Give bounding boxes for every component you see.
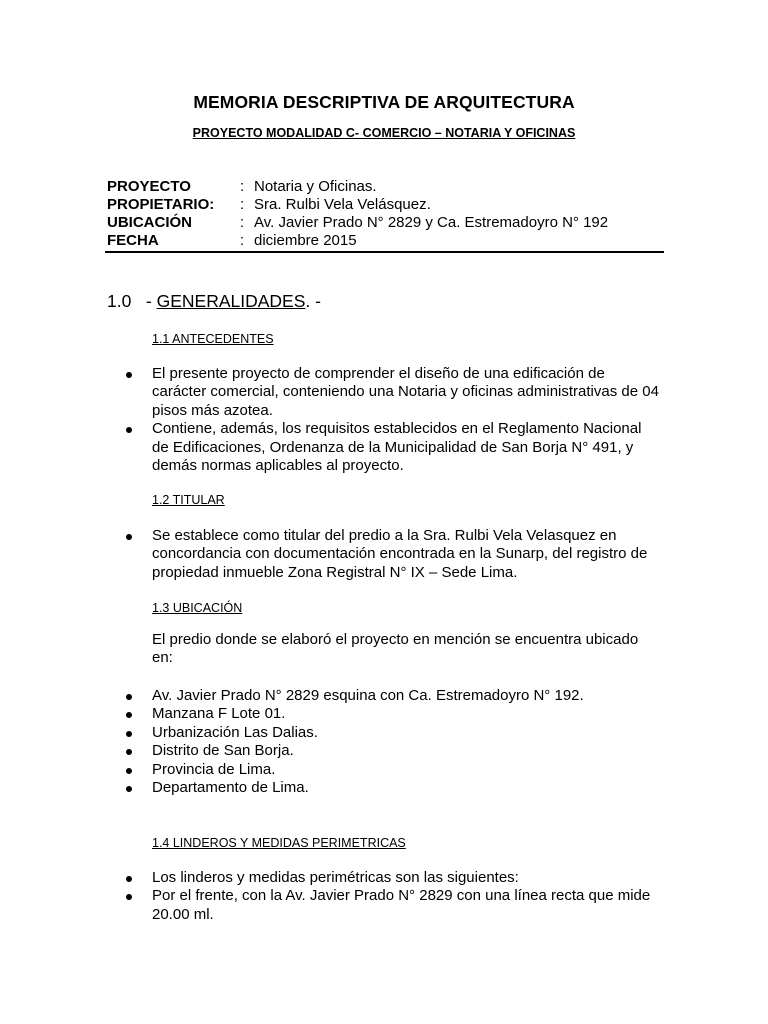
list-item	[126, 869, 666, 887]
meta-row-proyecto	[107, 178, 667, 196]
document-title: MEMORIA DESCRIPTIVA DE ARQUITECTURA	[193, 92, 575, 112]
line: Departamento de Lima.	[152, 779, 309, 797]
bullet-icon	[126, 749, 132, 755]
list-item	[126, 705, 666, 723]
meta-value: Av. Javier Prado N° 2829 y Ca. Estremadoyro N° 192	[254, 214, 609, 231]
bullet-icon	[126, 768, 132, 774]
meta-row-fecha	[107, 232, 667, 250]
bullet-icon	[126, 694, 132, 700]
meta-value: Notaria y Oficinas.	[254, 178, 377, 195]
subheading-linderos: 1.4 LINDEROS Y MEDIDAS PERIMETRICAS	[152, 836, 406, 850]
bullet-icon	[126, 372, 132, 378]
meta-key: PROYECTO	[107, 178, 191, 195]
list-item	[126, 365, 666, 420]
list-item	[126, 779, 666, 797]
line: Contiene, además, los requisitos establecidos en el Reglamento Nacional	[152, 420, 642, 438]
line: Urbanización Las Dalias.	[152, 723, 318, 741]
line: 20.00 ml.	[152, 905, 214, 923]
meta-key: PROPIETARIO:	[107, 196, 215, 213]
bullet-list-titular	[126, 527, 666, 582]
section-title: GENERALIDADES	[156, 291, 306, 311]
list-item	[126, 887, 666, 924]
section-number: 1.0 -	[107, 291, 157, 311]
bullet-icon	[126, 786, 132, 792]
horizontal-divider	[105, 251, 664, 253]
list-item	[126, 761, 666, 779]
ubicacion-intro-paragraph	[152, 631, 672, 668]
subheading-ubicacion: 1.3 UBICACIÓN	[152, 601, 243, 615]
line: demás normas aplicables al proyecto.	[152, 457, 404, 475]
meta-key: FECHA	[107, 232, 159, 249]
line: en:	[152, 649, 173, 667]
subheading-titular: 1.2 TITULAR	[152, 493, 225, 507]
bullet-list-linderos	[126, 869, 666, 924]
document-subtitle: PROYECTO MODALIDAD C- COMERCIO – NOTARIA Y OFICINAS	[192, 126, 576, 140]
bullet-icon	[126, 712, 132, 718]
bullet-list-ubicacion	[126, 687, 666, 797]
meta-row-propietario	[107, 196, 667, 214]
line: Provincia de Lima.	[152, 760, 276, 778]
meta-value: diciembre 2015	[254, 232, 357, 249]
line: Los linderos y medidas perimétricas son las siguientes:	[152, 869, 519, 886]
meta-value: Sra. Rulbi Vela Velásquez.	[254, 196, 431, 213]
line: Distrito de San Borja.	[152, 742, 294, 760]
section-suffix: . -	[305, 291, 321, 311]
meta-colon: :	[240, 178, 245, 195]
bullet-icon	[126, 427, 132, 433]
list-item	[126, 687, 666, 705]
line: pisos más azotea.	[152, 401, 273, 419]
bullet-icon	[126, 894, 132, 900]
bullet-icon	[126, 876, 132, 882]
meta-colon: :	[240, 196, 245, 213]
line: Por el frente, con la Av. Javier Prado N° 2829 con una línea recta que mide	[152, 887, 651, 905]
line: carácter comercial, conteniendo una Notaria y oficinas administrativas de 04	[152, 383, 659, 401]
line: Manzana F Lote 01.	[152, 705, 286, 723]
meta-colon: :	[240, 232, 245, 249]
meta-row-ubicacion	[107, 214, 667, 232]
list-item	[126, 420, 666, 475]
section-heading-generalidades	[107, 290, 321, 312]
meta-colon: :	[240, 214, 245, 231]
line: El predio donde se elaboró el proyecto en mención se encuentra ubicado	[152, 631, 639, 648]
subheading-antecedentes: 1.1 ANTECEDENTES	[152, 332, 274, 346]
bullet-icon	[126, 534, 132, 540]
line: El presente proyecto de comprender el diseño de una edificación de	[152, 365, 605, 382]
list-item	[126, 527, 666, 582]
line: Se establece como titular del predio a la Sra. Rulbi Vela Velasquez en	[152, 527, 617, 544]
bullet-icon	[126, 731, 132, 737]
line: concordancia con documentación encontrada en la Sunarp, del registro de	[152, 545, 648, 563]
line: Av. Javier Prado N° 2829 esquina con Ca. Estremadoyro N° 192.	[152, 687, 584, 704]
line: propiedad inmueble Zona Registral N° IX – Sede Lima.	[152, 563, 518, 581]
line: de Edificaciones, Ordenanza de la Municipalidad de San Borja N° 491, y	[152, 438, 634, 456]
project-info-table	[107, 178, 667, 250]
list-item	[126, 742, 666, 760]
bullet-list-antecedentes	[126, 365, 666, 475]
meta-key: UBICACIÓN	[107, 214, 192, 231]
list-item	[126, 724, 666, 742]
